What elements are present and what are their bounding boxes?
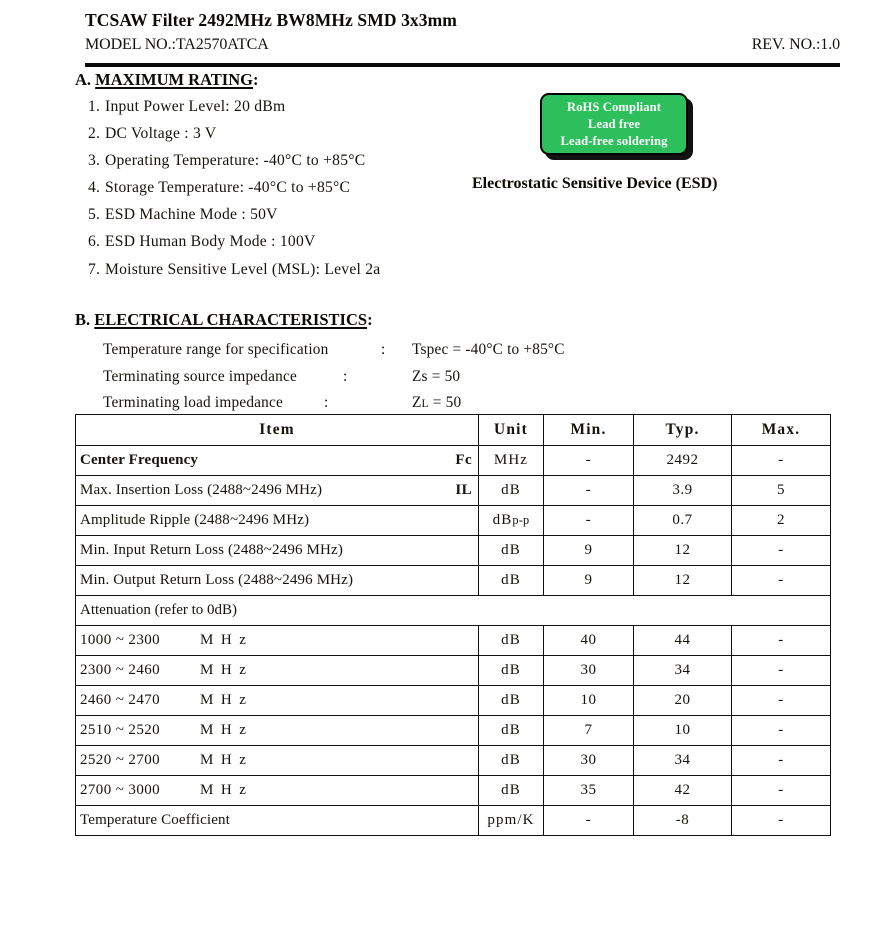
table-header-row <box>76 415 831 446</box>
cell-min: - <box>544 806 634 836</box>
cell-typ: 12 <box>634 536 732 566</box>
cell-unit: MHz <box>479 446 544 476</box>
table-row <box>76 536 831 566</box>
condition-label: Temperature range for specification <box>103 341 329 358</box>
cell-min: 7 <box>544 716 634 746</box>
table-row <box>76 656 831 686</box>
item-number: 7. <box>88 260 101 278</box>
condition-label: Terminating source impedance <box>103 367 297 385</box>
impedance-value: = 50 <box>428 394 462 412</box>
rohs-line-3: Lead-free soldering <box>560 133 668 148</box>
item-text: Moisture Sensitive Level (MSL): Level 2a <box>105 260 381 278</box>
range-unit: M H z <box>200 662 248 678</box>
cell-unit: dB <box>479 776 544 806</box>
cell-typ: 3.9 <box>634 476 732 506</box>
cell-typ: 0.7 <box>634 506 732 536</box>
cell-max: - <box>732 566 831 596</box>
cell-unit: dB <box>479 626 544 656</box>
rohs-line-2: Lead free <box>587 116 641 131</box>
range-unit: M H z <box>200 752 248 768</box>
list-item <box>88 93 380 120</box>
electrical-specifications-table <box>75 414 831 836</box>
table-row <box>76 716 831 746</box>
section-b-heading <box>75 310 373 330</box>
cell-item: Temperature Coefficient <box>76 806 479 836</box>
item-number: 5. <box>88 206 101 224</box>
cell-max: - <box>732 686 831 716</box>
item-text: Operating Temperature: -40°C to +85°C <box>105 152 366 170</box>
item-number: 3. <box>88 152 101 170</box>
table-row <box>76 686 831 716</box>
item-symbol: IL <box>455 482 472 498</box>
item-number: 1. <box>88 98 101 115</box>
cell-min: 9 <box>544 536 634 566</box>
cell-max: - <box>732 626 831 656</box>
cell-typ: 42 <box>634 776 732 806</box>
list-item <box>88 174 380 201</box>
list-item <box>88 120 380 147</box>
cell-item <box>76 446 479 476</box>
cell-item: Min. Input Return Loss (2488~2496 MHz) <box>76 536 479 566</box>
cell-min: 30 <box>544 656 634 686</box>
section-a-colon: : <box>252 70 259 89</box>
condition-label: Terminating load impedance <box>103 394 283 412</box>
cell-max: 2 <box>732 506 831 536</box>
item-number: 4. <box>88 179 101 197</box>
attenuation-section-label: Attenuation (refer to 0dB) <box>76 596 831 626</box>
cell-min: 9 <box>544 566 634 596</box>
cell-item: Amplitude Ripple (2488~2496 MHz) <box>76 506 479 536</box>
cell-min: 10 <box>544 686 634 716</box>
range-unit: M H z <box>200 782 248 798</box>
list-item <box>88 228 380 255</box>
cell-unit: dB <box>479 656 544 686</box>
maximum-rating-list <box>88 93 380 283</box>
impedance-symbol: Z <box>412 394 422 412</box>
section-b-colon: : <box>367 310 373 329</box>
model-rev-line <box>85 36 841 54</box>
impedance-subscript: L <box>421 398 429 411</box>
cell-item <box>76 746 479 776</box>
cell-item: Min. Output Return Loss (2488~2496 MHz) <box>76 566 479 596</box>
cell-item <box>76 776 479 806</box>
cell-unit: ppm/K <box>479 806 544 836</box>
cell-typ: 2492 <box>634 446 732 476</box>
table-row <box>76 476 831 506</box>
cell-item <box>76 716 479 746</box>
table-row <box>76 446 831 476</box>
document-header <box>85 10 841 54</box>
condition-row <box>103 337 565 364</box>
range-unit: M H z <box>200 632 248 648</box>
table-row <box>76 746 831 776</box>
column-header-unit: Unit <box>479 415 544 446</box>
item-text: ESD Human Body Mode : 100V <box>105 233 316 251</box>
section-a-title: MAXIMUM RATING <box>95 70 253 89</box>
column-header-typ: Typ. <box>634 415 732 446</box>
cell-unit: dB <box>479 566 544 596</box>
model-number: MODEL NO.:TA2570ATCA <box>85 36 269 53</box>
cell-item <box>76 626 479 656</box>
item-label: Max. Insertion Loss (2488~2496 MHz) <box>80 482 323 498</box>
section-b-title: ELECTRICAL CHARACTERISTICS <box>94 310 368 329</box>
frequency-range: 2520 ~ 2700 <box>80 752 161 768</box>
table-row <box>76 806 831 836</box>
frequency-range: 2510 ~ 2520 <box>80 722 161 738</box>
cell-typ: 20 <box>634 686 732 716</box>
cell-item <box>76 476 479 506</box>
range-unit: M H z <box>200 692 248 708</box>
cell-item <box>76 686 479 716</box>
cell-typ: 10 <box>634 716 732 746</box>
cell-max: - <box>732 746 831 776</box>
frequency-range: 2300 ~ 2460 <box>80 662 161 678</box>
range-unit: M H z <box>200 722 248 738</box>
item-text: DC Voltage : 3 V <box>105 125 217 143</box>
unit-label: dB <box>492 512 513 528</box>
cell-min: 35 <box>544 776 634 806</box>
frequency-range: 2460 ~ 2470 <box>80 692 161 708</box>
table-row <box>76 776 831 806</box>
condition-colon: : <box>324 394 329 412</box>
item-text: Input Power Level: 20 dBm <box>105 98 286 115</box>
unit-subscript: p-p <box>512 513 530 527</box>
condition-colon: : <box>381 341 386 358</box>
cell-unit: dB <box>479 746 544 776</box>
cell-typ: 44 <box>634 626 732 656</box>
esd-notice: Electrostatic Sensitive Device (ESD) <box>472 175 718 192</box>
cell-min: - <box>544 446 634 476</box>
cell-item <box>76 656 479 686</box>
table-row <box>76 506 831 536</box>
item-text: Storage Temperature: -40°C to +85°C <box>105 179 351 197</box>
cell-max: - <box>732 536 831 566</box>
page-title: TCSAW Filter 2492MHz BW8MHz SMD 3x3mm <box>85 10 457 30</box>
cell-max: - <box>732 446 831 476</box>
item-label: Center Frequency <box>80 452 199 468</box>
cell-unit: dB <box>479 686 544 716</box>
condition-value: Tspec = -40°C to +85°C <box>412 341 565 358</box>
column-header-item: Item <box>76 415 479 446</box>
list-item <box>88 201 380 228</box>
condition-colon: : <box>343 367 348 385</box>
table-row-section <box>76 596 831 626</box>
cell-typ: 12 <box>634 566 732 596</box>
cell-typ: 34 <box>634 746 732 776</box>
cell-min: 30 <box>544 746 634 776</box>
section-a-heading <box>75 70 258 90</box>
cell-unit: dB <box>479 716 544 746</box>
frequency-range: 2700 ~ 3000 <box>80 782 161 798</box>
revision-number: REV. NO.:1.0 <box>751 36 840 53</box>
cell-max: - <box>732 656 831 686</box>
item-number: 2. <box>88 125 101 143</box>
rohs-compliant-badge <box>540 93 688 155</box>
cell-max: - <box>732 716 831 746</box>
item-number: 6. <box>88 233 101 251</box>
condition-value: Zs = 50 <box>412 367 461 385</box>
column-header-min: Min. <box>544 415 634 446</box>
cell-max: - <box>732 806 831 836</box>
condition-row <box>103 364 565 391</box>
header-divider <box>85 63 840 67</box>
section-a-prefix: A. <box>75 70 92 89</box>
cell-min: - <box>544 506 634 536</box>
section-b-prefix: B. <box>75 310 91 329</box>
cell-max: 5 <box>732 476 831 506</box>
frequency-range: 1000 ~ 2300 <box>80 632 161 648</box>
cell-unit: dB <box>479 476 544 506</box>
cell-unit: dB <box>479 536 544 566</box>
cell-min: 40 <box>544 626 634 656</box>
list-item <box>88 256 380 283</box>
list-item <box>88 147 380 174</box>
column-header-max: Max. <box>732 415 831 446</box>
rohs-line-1: RoHS Compliant <box>566 99 662 114</box>
cell-min: - <box>544 476 634 506</box>
cell-max: - <box>732 776 831 806</box>
table-row <box>76 626 831 656</box>
cell-typ: -8 <box>634 806 732 836</box>
cell-unit <box>479 506 544 536</box>
item-text: ESD Machine Mode : 50V <box>105 206 278 224</box>
table-row <box>76 566 831 596</box>
test-conditions <box>103 337 565 418</box>
item-symbol: Fc <box>455 452 472 468</box>
cell-typ: 34 <box>634 656 732 686</box>
